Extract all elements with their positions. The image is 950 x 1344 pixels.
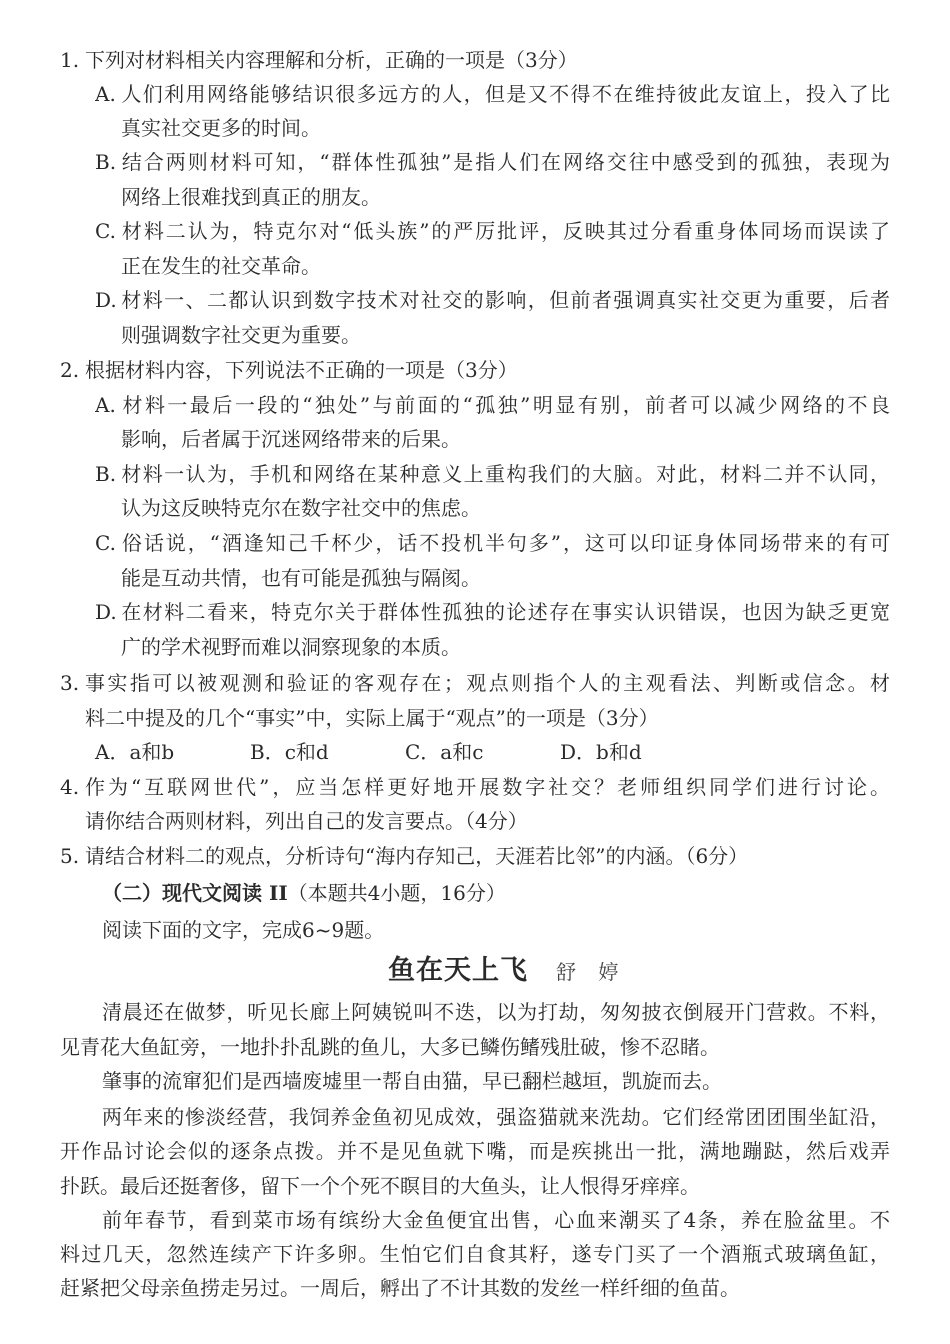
paragraph-line: 前年春节，看到菜市场有缤纷大金鱼便宜出售，心血来潮买了4条，养在脸盆里。不 [102, 1208, 890, 1232]
option-b: B. 材料一认为，手机和网络在某种意义上重构我们的大脑。对此，材料二并不认同， [95, 462, 890, 486]
option-d: D. 在材料二看来，特克尔关于群体性孤独的论述存在事实认识错误，也因为缺乏更宽 [95, 600, 890, 624]
paragraph-line: 肇事的流窜犯们是西墙废墟里一帮自由猫，早已翻栏越垣，凯旋而去。 [102, 1069, 722, 1093]
choice-c: C．a和c [405, 740, 484, 764]
article-header [388, 954, 626, 988]
paragraph-line: 料过几天，忽然连续产下许多卵。生怕它们自食其籽，遂专门买了一个酒瓶式玻璃鱼缸， [60, 1242, 890, 1266]
choice-b: B．c和d [250, 740, 329, 764]
option-d-cont: 则强调数字社交更为重要。 [121, 323, 361, 347]
option-b: B. 结合两则材料可知，“群体性孤独”是指人们在网络交往中感受到的孤独，表现为 [95, 150, 890, 174]
article-title: 鱼在天上飞 [388, 955, 528, 986]
option-c-cont: 能是互动共情，也有可能是孤独与隔阂。 [121, 566, 481, 590]
choice-a: A．a和b [95, 740, 175, 764]
paragraph-line: 清晨还在做梦，听见长廊上阿姨锐叫不迭，以为打劫，匆匆披衣倒屐开门营救。不料， [102, 1000, 890, 1024]
article-author: 舒 婷 [556, 960, 627, 984]
question-stem-cont: 料二中提及的几个“事实”中，实际上属于“观点”的一项是（3分） [85, 706, 659, 730]
question-number: 2. [60, 358, 80, 382]
option-c: C. 材料二认为，特克尔对“低头族”的严厉批评，反映其过分看重身体同场而误读了 [95, 219, 890, 243]
section-heading: （二）现代文阅读 II（本题共4小题，16分） [102, 881, 506, 905]
choice-list [95, 739, 715, 765]
paragraph-line: 扑跃。最后还挺奢侈，留下一个个死不瞑目的大鱼头，让人恨得牙痒痒。 [60, 1174, 700, 1198]
option-b-cont: 网络上很难找到真正的朋友。 [121, 185, 381, 209]
paragraph-line: 赶紧把父母亲鱼捞走另过。一周后，孵出了不计其数的发丝一样纤细的鱼苗。 [60, 1276, 740, 1300]
question-stem: 请结合材料二的观点，分析诗句“海内存知己，天涯若比邻”的内涵。（6分） [85, 844, 749, 868]
question-number: 5. [60, 844, 80, 868]
paragraph-line: 两年来的惨淡经营，我饲养金鱼初见成效，强盗猫就来洗劫。它们经常团团围坐缸沿， [102, 1105, 890, 1129]
option-c: C. 俗话说，“酒逢知己千杯少，话不投机半句多”，这可以印证身体同场带来的有可 [95, 531, 890, 555]
option-c-cont: 正在发生的社交革命。 [121, 254, 321, 278]
section-instruction: 阅读下面的文字，完成6~9题。 [102, 918, 385, 942]
option-a: A. 材料一最后一段的“独处”与前面的“孤独”明显有别，前者可以减少网络的不良 [95, 393, 890, 417]
question-stem-cont: 请你结合两则材料，列出自己的发言要点。（4分） [85, 809, 528, 833]
question-stem: 根据材料内容，下列说法不正确的一项是（3分） [85, 358, 518, 382]
option-b-cont: 认为这反映特克尔在数字社交中的焦虑。 [121, 496, 481, 520]
option-a-cont: 真实社交更多的时间。 [121, 116, 321, 140]
question-number: 4. [60, 775, 80, 799]
question-number: 3. [60, 671, 80, 695]
paragraph-line: 见青花大鱼缸旁，一地扑扑乱跳的鱼儿，大多已鳞伤鳍残肚破，惨不忍睹。 [60, 1035, 720, 1059]
option-a-cont: 影响，后者属于沉迷网络带来的后果。 [121, 427, 461, 451]
question-number: 1. [60, 48, 80, 72]
option-a: A. 人们利用网络能够结识很多远方的人，但是又不得不在维持彼此友谊上，投入了比 [95, 82, 890, 106]
question-stem: 事实指可以被观测和验证的客观存在；观点则指个人的主观看法、判断或信念。材 [85, 671, 890, 695]
option-d: D. 材料一、二都认识到数字技术对社交的影响，但前者强调真实社交更为重要，后者 [95, 288, 890, 312]
paragraph-line: 开作品讨论会似的逐条点拨。并不是见鱼就下嘴，而是疾挑出一批，满地蹦跶，然后戏弄 [60, 1139, 890, 1163]
question-stem: 作为“互联网世代”，应当怎样更好地开展数字社交？老师组织同学们进行讨论。 [85, 775, 890, 799]
choice-d: D．b和d [560, 740, 642, 764]
question-stem: 下列对材料相关内容理解和分析，正确的一项是（3分） [85, 48, 578, 72]
option-d-cont: 广的学术视野而难以洞察现象的本质。 [121, 635, 461, 659]
